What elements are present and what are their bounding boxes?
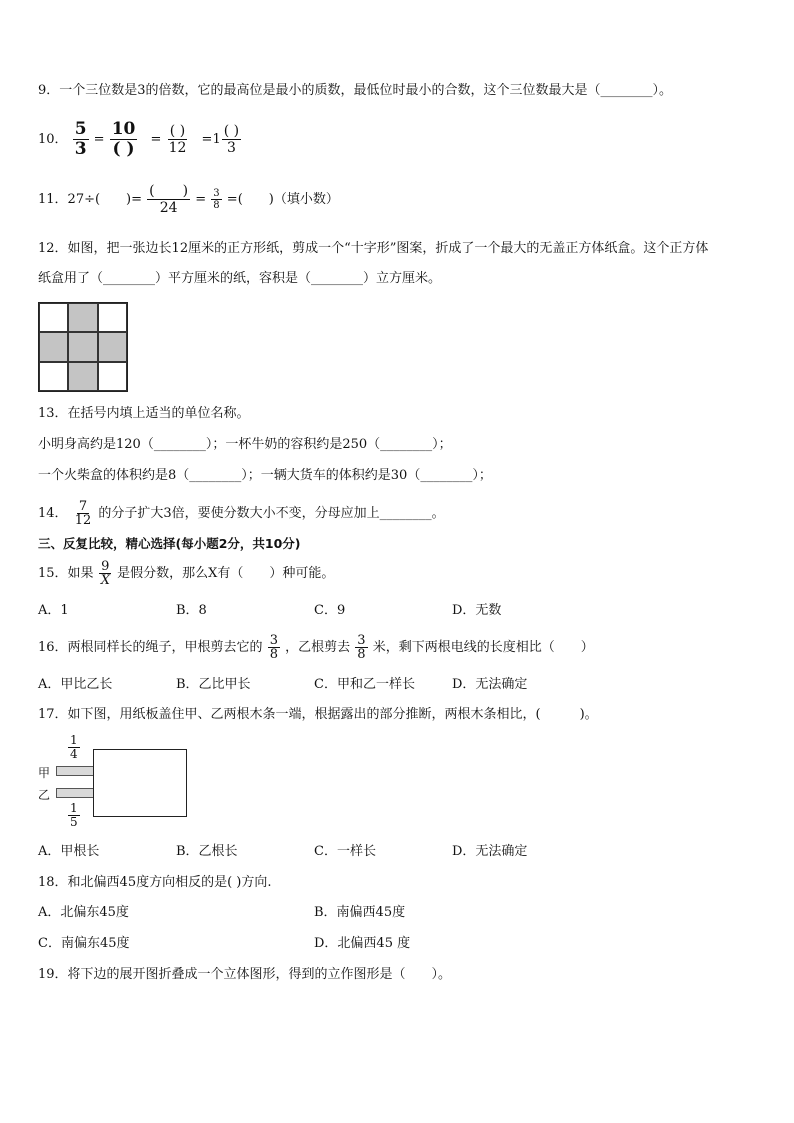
q18-option-b[interactable]: B．南偏西45度	[314, 905, 406, 920]
equals-one: =1	[201, 132, 221, 147]
question-13-line2: 一个火柴盒的体积约是8（________）；一辆大货车的体积约是30（________）；	[38, 468, 492, 483]
stick-jia	[56, 766, 94, 776]
fraction-blank-12	[167, 123, 189, 156]
cross-shape-figure	[38, 302, 128, 392]
q15-option-c[interactable]: C．9	[314, 603, 346, 618]
question-14	[38, 496, 445, 532]
denominator: 8	[213, 200, 220, 211]
denominator: 12	[168, 140, 187, 156]
covered-sticks-figure	[36, 734, 196, 834]
grid-cell	[39, 303, 68, 332]
q14-text: 的分子扩大3倍，要使分数大小不变，分母应加上________。	[98, 506, 445, 521]
question-12-line2: 纸盒用了（________）平方厘米的纸，容积是（________）立方厘米。	[38, 271, 442, 286]
stick-yi	[56, 788, 94, 798]
question-18: 18．和北偏西45度方向相反的是( )方向.	[38, 875, 272, 890]
question-16	[38, 630, 594, 666]
fraction-3-8	[268, 634, 280, 661]
q15-option-d[interactable]: D．无数	[452, 603, 502, 618]
fraction-label-bottom	[68, 802, 80, 829]
numerator: 7	[78, 499, 88, 514]
fraction-10-blank	[110, 120, 138, 159]
equals: =	[93, 132, 105, 147]
fraction-3-8-meter	[355, 634, 367, 661]
q17-option-a[interactable]: A．甲根长	[38, 844, 100, 859]
q18-option-d[interactable]: D．北偏西45 度	[314, 936, 411, 951]
numerator: 5	[74, 119, 87, 139]
question-13-title: 13．在括号内填上适当的单位名称。	[38, 406, 250, 421]
q15-option-b[interactable]: B．8	[176, 603, 207, 618]
q16-text-a: 16．两根同样长的绳子，甲根剪去它的	[38, 640, 263, 655]
q15-text-a: 15．如果	[38, 566, 94, 581]
numerator: 1	[70, 733, 78, 747]
section-title: 三、反复比较，精心选择(每小题2分，共10分)	[38, 536, 301, 551]
q11-text-a: 11．27÷( )=	[38, 192, 143, 207]
numerator: ( )	[149, 183, 189, 199]
grid-cell-shaded	[98, 332, 127, 361]
question-15	[38, 556, 334, 592]
q17-option-b[interactable]: B．乙根长	[176, 844, 238, 859]
equals: =	[195, 192, 207, 207]
fraction-blank-3	[222, 123, 241, 156]
question-number: 10．	[38, 132, 68, 147]
grid-cell	[39, 362, 68, 391]
denominator: 8	[269, 647, 278, 662]
fraction-blank-24	[147, 183, 190, 216]
numerator: ( )	[169, 123, 186, 139]
denominator: ( )	[112, 139, 135, 159]
q17-option-c[interactable]: C．一样长	[314, 844, 376, 859]
numerator: 3	[357, 633, 366, 648]
denominator: 24	[159, 200, 178, 216]
fraction-3-8	[211, 188, 221, 211]
q15-text-b: 是假分数，那么X有（ ）种可能。	[117, 566, 335, 581]
q11-text-b: =( )（填小数）	[226, 192, 339, 207]
denominator: 8	[357, 647, 366, 662]
q16-text-c: 米，剩下两根电线的长度相比（ ）	[372, 640, 594, 655]
numerator: 1	[70, 801, 78, 815]
fraction-5-3	[73, 120, 89, 159]
question-12-line1: 12．如图，把一张边长12厘米的正方形纸，剪成一个“十字形”图案，折成了一个最大的无盖正方体纸盒。这个正方体	[38, 241, 709, 256]
fraction-label-top	[68, 734, 80, 761]
q15-option-a[interactable]: A．1	[38, 603, 69, 618]
q18-option-c[interactable]: C．南偏东45度	[38, 936, 130, 951]
grid-cell	[98, 303, 127, 332]
fraction-7-12	[73, 500, 94, 527]
numerator: 9	[101, 559, 110, 574]
denominator: X	[100, 573, 110, 588]
fraction-9-x	[99, 560, 112, 587]
stick-label-yi: 乙	[38, 788, 51, 802]
grid-cell-shaded	[68, 332, 97, 361]
question-13-line1: 小明身高约是120（________）；一杯牛奶的容积约是250（________）；	[38, 437, 452, 452]
denominator: 3	[226, 140, 236, 156]
stick-label-jia: 甲	[38, 766, 51, 780]
question-number: 14．	[38, 506, 68, 521]
q16-option-c[interactable]: C．甲和乙一样长	[314, 677, 415, 692]
q16-option-b[interactable]: B．乙比甲长	[176, 677, 251, 692]
q17-option-d[interactable]: D．无法确定	[452, 844, 528, 859]
question-9: 9．一个三位数是3的倍数，它的最高位是最小的质数，最低位时最小的合数，这个三位数最大是（________）。	[38, 83, 673, 98]
denominator: 5	[70, 815, 78, 829]
denominator: 3	[74, 139, 87, 159]
grid-cell-shaded	[68, 303, 97, 332]
denominator: 12	[74, 513, 92, 528]
grid-cell-shaded	[39, 332, 68, 361]
question-17: 17．如下图，用纸板盖住甲、乙两根木条一端，根据露出的部分推断，两根木条相比，( )。	[38, 707, 598, 722]
question-11	[38, 180, 339, 220]
numerator: 3	[269, 633, 278, 648]
question-19: 19．将下边的展开图折叠成一个立体图形，得到的立作图形是（ ）。	[38, 967, 452, 982]
q16-option-a[interactable]: A．甲比乙长	[38, 677, 113, 692]
denominator: 4	[70, 747, 78, 761]
equals: =	[150, 132, 162, 147]
q18-option-a[interactable]: A．北偏东45度	[38, 905, 129, 920]
question-10	[38, 120, 242, 160]
q16-option-d[interactable]: D．无法确定	[452, 677, 528, 692]
grid-cell-shaded	[68, 362, 97, 391]
numerator: ( )	[223, 123, 240, 139]
numerator: 10	[111, 119, 136, 139]
q16-text-b: ，乙根剪去	[285, 640, 351, 655]
grid-cell	[98, 362, 127, 391]
cover-board	[93, 749, 187, 817]
numerator: 3	[213, 188, 220, 199]
